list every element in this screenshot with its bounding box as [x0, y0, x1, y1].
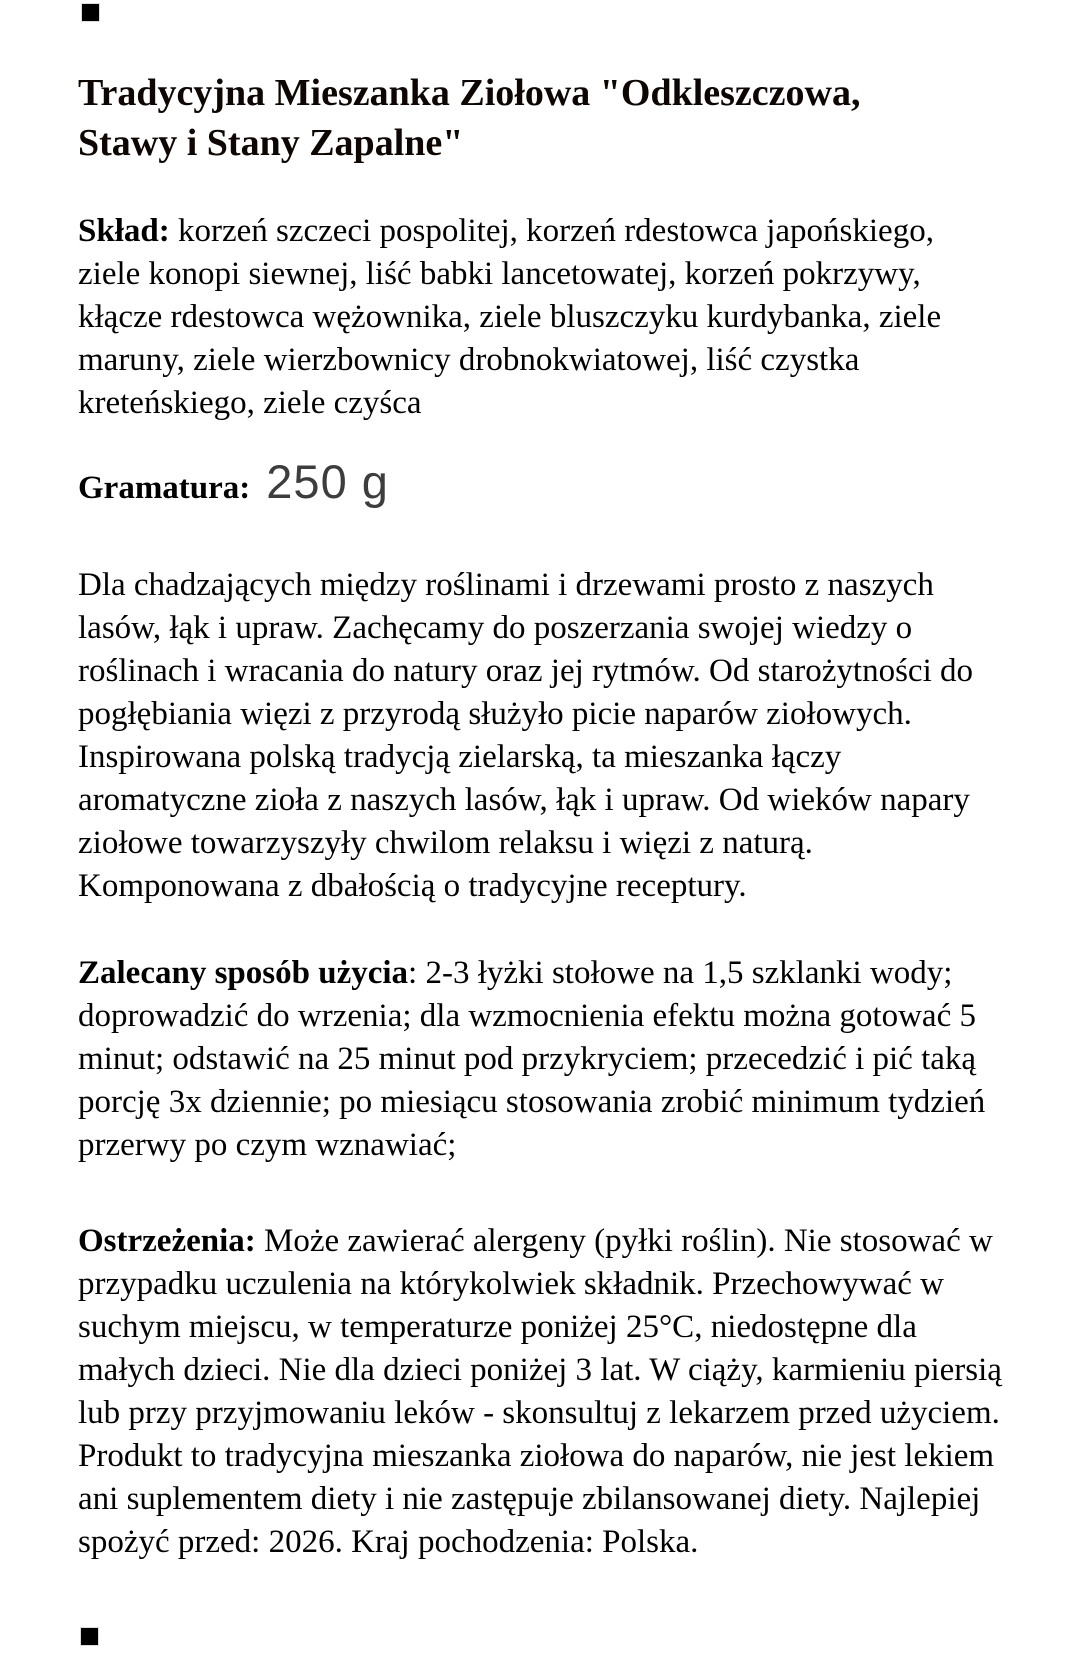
- weight-value: 250 g: [266, 455, 389, 508]
- warnings-text: Może zawierać alergeny (pyłki roślin). Nie stosować w przypadku uczulenia na którykolwiek składnik. Przechowywać w suchym miejscu, w temperaturze poniżej 25°C, niedostępne dla małych dzieci. Nie dla dzieci poniżej 3 lat. W ciąży, karmieniu piersią lub przy przyjmowaniu leków - skonsultuj z lekarzem przed użyciem. Produkt to tradycyjna mieszanka ziołowa do naparów, nie jest lekiem ani suplementem diety i nie zastępuje zbilansowanej diety. Najlepiej spożyć przed: 2026. Kraj pochodzenia: Polska.: [78, 1223, 1002, 1560]
- product-title: Tradycyjna Mieszanka Ziołowa "Odkleszczowa, Stawy i Stany Zapalne": [78, 72, 861, 164]
- image-placeholder-bottom-icon: [81, 1628, 98, 1645]
- ingredients-label: Skład:: [78, 213, 170, 249]
- weight-paragraph: [78, 455, 1003, 515]
- description-paragraph: Dla chadzających między roślinami i drzewami prosto z naszych lasów, łąk i upraw. Zachęcamy do poszerzania swojej wiedzy o roślinach i wracania do natury oraz jej rytmów. Od starożytności do pogłębiania więzi z przyrodą służyło picie naparów ziołowych. Inspirowana polską tradycją zielarską, ta mieszanka łączy aromatyczne zioła z naszych lasów, łąk i upraw. Od wieków napary ziołowe towarzyszyły chwilom relaksu i więzi z naturą. Komponowana z dbałością o tradycyjne receptury.: [78, 567, 973, 904]
- usage-text: : 2-3 łyżki stołowe na 1,5 szklanki wody; doprowadzić do wrzenia; dla wzmocnienia efektu można gotować 5 minut; odstawić na 25 minut pod przykryciem; przecedzić i pić taką porcję 3x dziennie; po miesiącu stosowania zrobić minimum tydzień przerwy po czym wznawiać;: [78, 955, 986, 1163]
- image-placeholder-top-icon: [82, 4, 99, 21]
- warnings-label: Ostrzeżenia:: [78, 1223, 256, 1259]
- usage-paragraph: [78, 952, 1003, 1167]
- ingredients-text: korzeń szczeci pospolitej, korzeń rdestowca japońskiego, ziele konopi siewnej, liść babki lancetowatej, korzeń pokrzywy, kłącze rdestowca wężownika, ziele bluszczyku kurdybanka, ziele maruny, ziele wierzbownicy drobnokwiatowej, liść czystka kreteńskiego, ziele czyśca: [78, 213, 942, 421]
- warnings-paragraph: [78, 1220, 1003, 1564]
- weight-label: Gramatura:: [78, 470, 251, 506]
- usage-label: Zalecany sposób użycia: [78, 955, 409, 991]
- ingredients-paragraph: [78, 210, 1003, 425]
